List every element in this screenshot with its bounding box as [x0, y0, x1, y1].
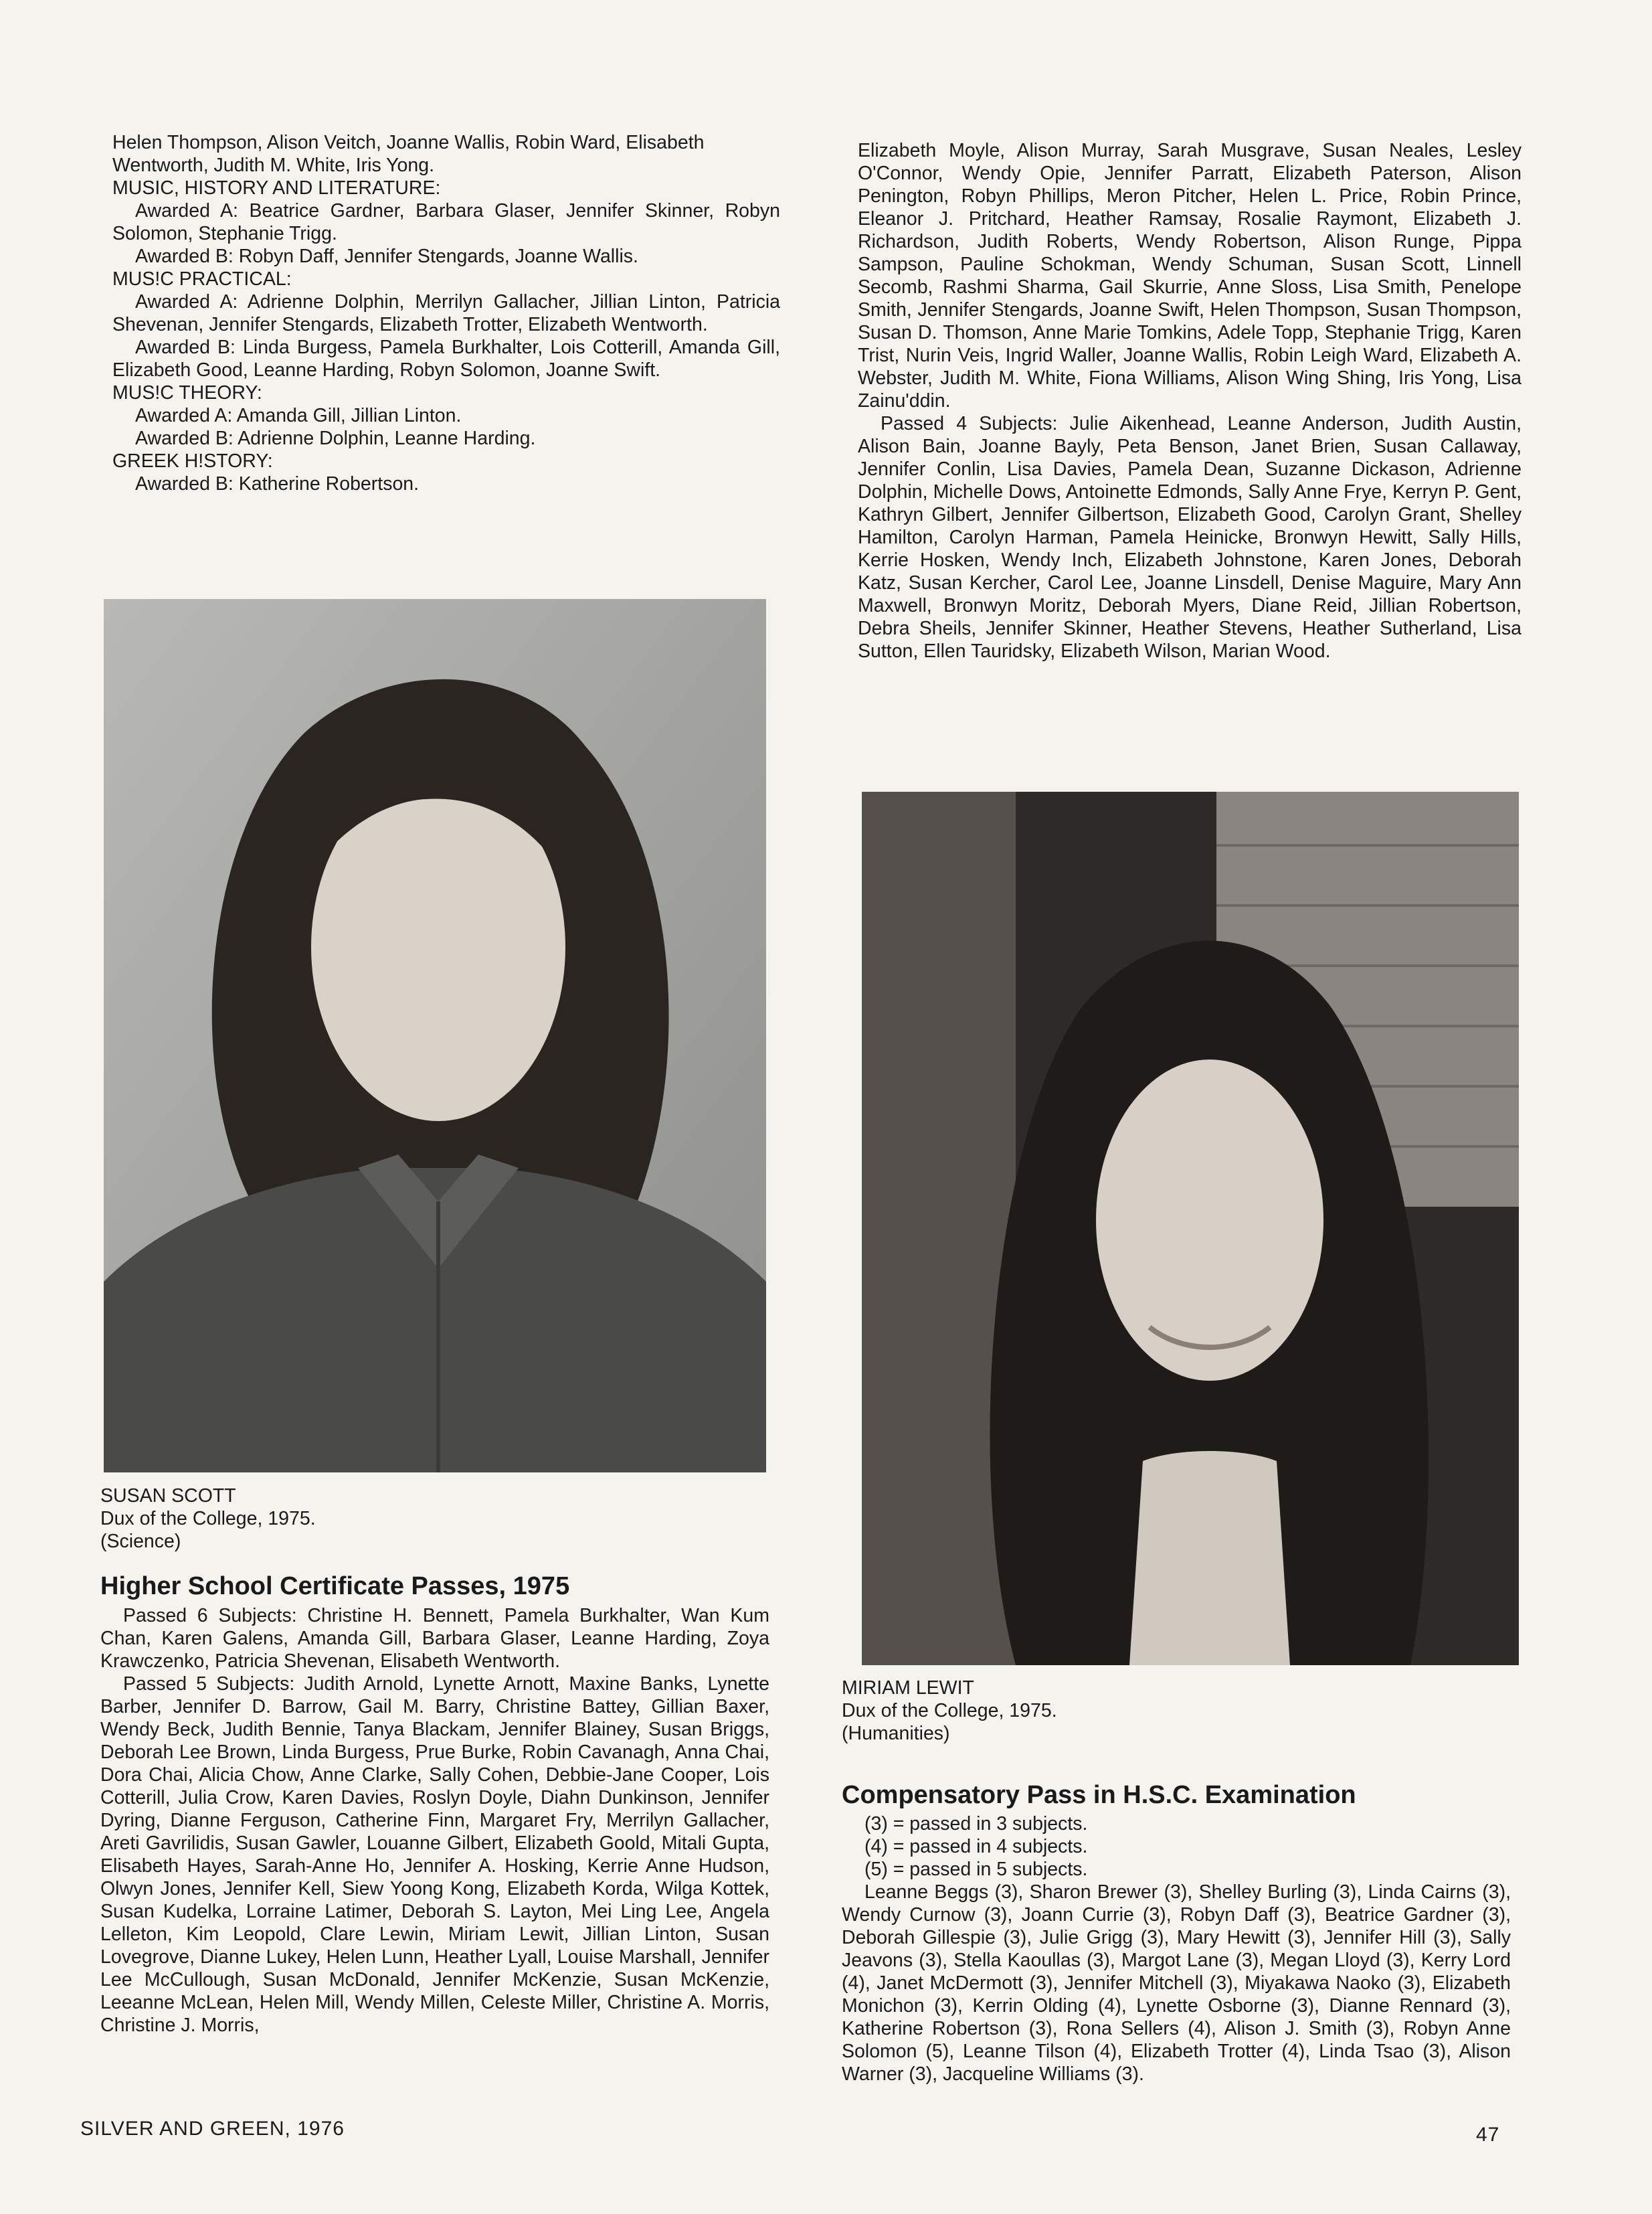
caption-line: (Science): [100, 1531, 181, 1552]
caption-line: (Humanities): [842, 1723, 950, 1744]
passes-paragraph: Elizabeth Moyle, Alison Murray, Sarah Musgrave, Susan Neales, Lesley O'Connor, Wendy Opie, Jennifer Parratt, Elizabeth Paterson, Alison Penington, Robyn Phillips, Meron Pitcher, Helen L. Price, Robin Prince, Eleanor J. Pritchard, Heather Ramsay, Rosalie Raymont, Elizabeth J. Richardson, Judith Roberts, Wendy Robertson, Alison Runge, Pippa Sampson, Pauline Schokman, Wendy Schuman, Susan Scott, Linnell Secomb, Rashmi Sharma, Gail Skurrie, Anne Sloss, Lisa Smith, Penelope Smith, Jennifer Stengards, Joanne Swift, Helen Thompson, Susan Thompson, Susan D. Thomson, Anne Marie Tomkins, Adele Topp, Stephanie Trigg, Karen Trist, Nurin Veis, Ingrid Waller, Joanne Wallis, Robin Leigh Ward, Elizabeth A. Webster, Judith M. White, Fiona Williams, Alison Wing Shing, Iris Yong, Lisa Zainu'ddin.: [858, 140, 1522, 412]
compensatory-pass-column: [842, 1812, 1511, 2085]
footer-publication: SILVER AND GREEN, 1976: [80, 2118, 345, 2140]
legend-line: (5) = passed in 5 subjects.: [864, 1859, 1088, 1880]
portrait-photo-susan-scott: [104, 599, 766, 1472]
page-number: 47: [1476, 2124, 1500, 2146]
caption-line: Dux of the College, 1975.: [100, 1508, 316, 1529]
awards-heading: MUS!C PRACTICAL:: [112, 268, 292, 290]
legend-line: (4) = passed in 4 subjects.: [864, 1836, 1088, 1857]
awards-paragraph: Awarded B: Robyn Daff, Jennifer Stengards, Joanne Wallis.: [135, 246, 638, 267]
awards-heading: MUS!C THEORY:: [112, 382, 262, 404]
section-title-compensatory-pass: Compensatory Pass in H.S.C. Examination: [842, 1781, 1356, 1809]
photo-caption-susan-scott: [100, 1484, 636, 1553]
caption-name: MIRIAM LEWIT: [842, 1677, 974, 1699]
awards-heading: GREEK H!STORY:: [112, 450, 273, 472]
hsc-passes-paragraph: Passed 6 Subjects: Christine H. Bennett, Pamela Burkhalter, Wan Kum Chan, Karen Galens, Amanda Gill, Barbara Glaser, Leanne Harding, Zoya Krawczenko, Patricia Shevenan, Elisabeth Wentworth.: [100, 1605, 769, 1672]
awards-paragraph: Awarded B: Adrienne Dolphin, Leanne Harding.: [135, 428, 536, 449]
compensatory-pass-paragraph: Leanne Beggs (3), Sharon Brewer (3), Shelley Burling (3), Linda Cairns (3), Wendy Curnow (3), Joann Currie (3), Robyn Daff (3), Beatrice Gardner (3), Deborah Gillespie (3), Julie Grigg (3), Mary Hewitt (3), Jennifer Hill (3), Sally Jeavons (3), Stella Kaoullas (3), Margot Lane (3), Megan Lloyd (3), Kerry Lord (4), Janet McDermott (3), Jennifer Mitchell (3), Miyakawa Naoko (3), Elizabeth Monichon (3), Kerrin Olding (4), Lynette Osborne (3), Dianne Rennard (3), Katherine Robertson (3), Rona Sellers (4), Alison J. Smith (3), Robyn Anne Solomon (5), Leanne Tilson (4), Elizabeth Trotter (4), Linda Tsao (3), Alison Warner (3), Jacqueline Williams (3).: [842, 1881, 1511, 2085]
awards-paragraph: Awarded B: Katherine Robertson.: [135, 473, 420, 495]
awards-paragraph: Awarded B: Linda Burgess, Pamela Burkhalter, Lois Cotterill, Amanda Gill, Elizabeth Good, Leanne Harding, Robyn Solomon, Joanne Swift.: [112, 337, 780, 381]
awards-heading: MUSIC, HISTORY AND LITERATURE:: [112, 177, 441, 199]
awards-paragraph: Awarded A: Adrienne Dolphin, Merrilyn Gallacher, Jillian Linton, Patricia Shevenan, Jennifer Stengards, Elizabeth Trotter, Elizabeth Wentworth.: [112, 291, 780, 335]
passes-paragraph: Passed 4 Subjects: Julie Aikenhead, Leanne Anderson, Judith Austin, Alison Bain, Joanne Bayly, Peta Benson, Janet Brien, Susan Callaway, Jennifer Conlin, Lisa Davies, Pamela Dean, Suzanne Dickason, Adrienne Dolphin, Michelle Dows, Antoinette Edmonds, Sally Anne Frye, Kerryn P. Gent, Kathryn Gilbert, Jennifer Gilbertson, Elizabeth Good, Carolyn Grant, Shelley Hamilton, Carolyn Harman, Pamela Heinicke, Bronwyn Hewitt, Sally Hills, Kerrie Hosken, Wendy Inch, Elizabeth Johnstone, Karen Jones, Deborah Katz, Susan Kercher, Carol Lee, Joanne Linsdell, Denise Maguire, Mary Ann Maxwell, Bronwyn Moritz, Deborah Myers, Diane Reid, Jillian Robertson, Debra Sheils, Jennifer Skinner, Heather Stevens, Heather Sutherland, Lisa Sutton, Ellen Tauridsky, Elizabeth Wilson, Marian Wood.: [858, 413, 1522, 662]
passes-list-column: [858, 139, 1522, 663]
hsc-passes-column: [100, 1604, 769, 2037]
awards-paragraph: Helen Thompson, Alison Veitch, Joanne Wallis, Robin Ward, Elisabeth Wentworth, Judith M. White, Iris Yong.: [112, 132, 705, 176]
awards-paragraph: Awarded A: Amanda Gill, Jillian Linton.: [135, 405, 462, 426]
hsc-passes-paragraph: Passed 5 Subjects: Judith Arnold, Lynette Arnott, Maxine Banks, Lynette Barber, Jennifer D. Barrow, Gail M. Barry, Christine Battey, Gillian Baxer, Wendy Beck, Judith Bennie, Tanya Blackam, Jennifer Blainey, Susan Briggs, Deborah Lee Brown, Linda Burgess, Prue Burke, Robin Cavanagh, Anna Chai, Dora Chai, Alicia Chow, Anne Clarke, Sally Cohen, Debbie-Jane Cooper, Lois Cotterill, Julia Crow, Karen Davies, Roslyn Doyle, Diahn Dunkinson, Jennifer Dyring, Dianne Ferguson, Catherine Finn, Margaret Fry, Merrilyn Gallacher, Areti Gavrilidis, Susan Gawler, Louanne Gilbert, Elizabeth Goold, Mitali Gupta, Elisabeth Hayes, Sarah-Anne Ho, Jennifer A. Hosking, Kerrie Anne Hudson, Olwyn Jones, Jennifer Kell, Siew Yoong Kong, Elizabeth Korda, Wilga Kottek, Susan Kudelka, Lorraine Latimer, Deborah S. Layton, Mei Ling Lee, Angela Lelleton, Kim Leopold, Clare Lewin, Miriam Lewit, Jillian Linton, Susan Lovegrove, Dianne Lukey, Helen Lunn, Heather Lyall, Louise Marshall, Jennifer Lee McCullough, Susan McDonald, Jennifer McKenzie, Susan McKenzie, Leeanne McLean, Helen Mill, Wendy Millen, Celeste Miller, Christine A. Morris, Christine J. Morris,: [100, 1673, 769, 2036]
awards-list-column: [112, 131, 780, 495]
awards-paragraph: Awarded A: Beatrice Gardner, Barbara Glaser, Jennifer Skinner, Robyn Solomon, Stephanie Trigg.: [112, 200, 780, 244]
portrait-photo-miriam-lewit: [862, 792, 1519, 1665]
legend-line: (3) = passed in 3 subjects.: [864, 1813, 1088, 1835]
caption-name: SUSAN SCOTT: [100, 1485, 236, 1507]
caption-line: Dux of the College, 1975.: [842, 1700, 1057, 1721]
section-title-hsc-passes: Higher School Certificate Passes, 1975: [100, 1572, 570, 1600]
photo-caption-miriam-lewit: [842, 1677, 1377, 1745]
